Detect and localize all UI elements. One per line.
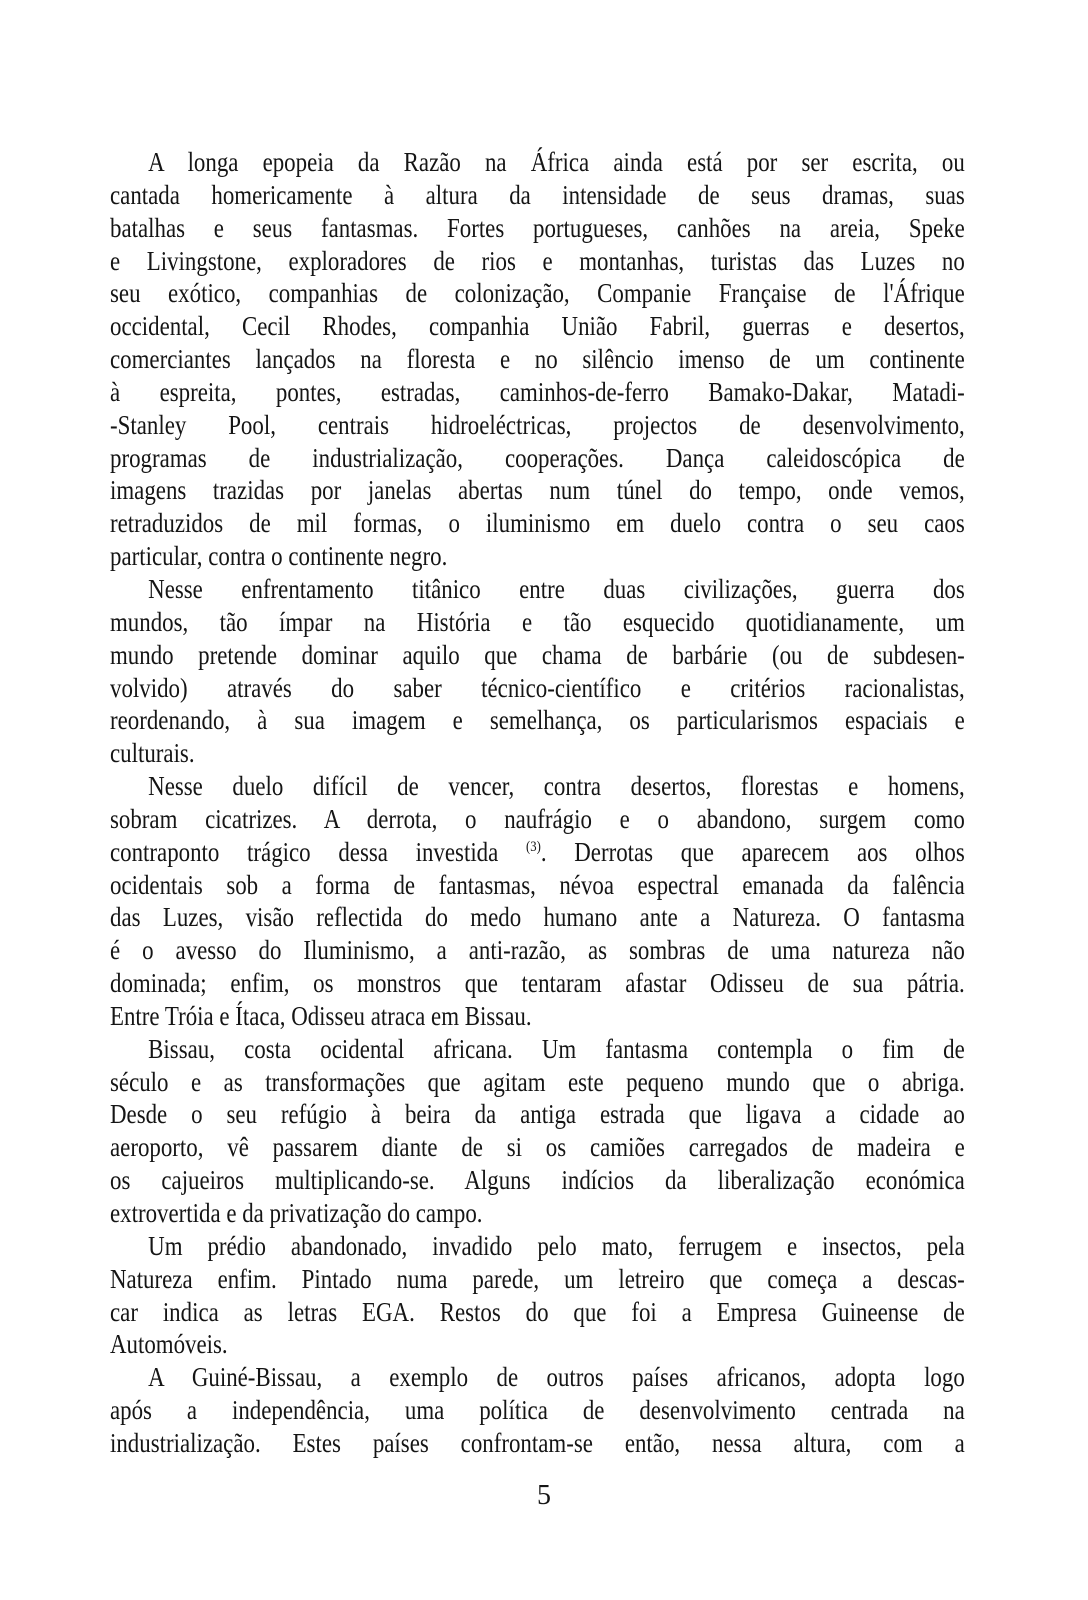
page-number: 5: [537, 1480, 551, 1511]
text-line: aeroporto, vê passarem diante de si os camiões carregados de madeira e: [110, 1132, 965, 1163]
text-line: reordenando, à sua imagem e semelhança, os particularismos espaciais e: [110, 705, 965, 736]
text-line: Um prédio abandonado, invadido pelo mato, ferrugem e insectos, pela: [148, 1230, 965, 1261]
text-line: Bissau, costa ocidental africana. Um fantasma contempla o fim de: [148, 1033, 965, 1064]
text-line: imagens trazidas por janelas abertas num túnel do tempo, onde vemos,: [110, 475, 965, 506]
text-line: ocidentais sob a forma de fantasmas, névoa espectral emanada da falência: [110, 869, 965, 900]
paragraph-6: [110, 1361, 965, 1460]
paragraph-3: [110, 770, 965, 1033]
text-line: extrovertida e da privatização do campo.: [110, 1198, 483, 1228]
text-fragment: contraponto trágico dessa investida: [110, 836, 499, 867]
text-line: Nesse duelo difícil de vencer, contra desertos, florestas e homens,: [148, 771, 965, 802]
text-line: os cajueiros multiplicando-se. Alguns indícios da liberalização económica: [110, 1165, 965, 1196]
paragraph-4: [110, 1033, 965, 1230]
text-line: das Luzes, visão reflectida do medo humano ante a Natureza. O fantasma: [110, 902, 965, 933]
text-fragment: . Derrotas que aparecem aos olhos: [540, 836, 965, 867]
text-line: mundo pretende dominar aquilo que chama de barbárie (ou de subdesen-: [110, 639, 965, 670]
body-text: [110, 146, 965, 1460]
text-line: car indica as letras EGA. Restos do que foi a Empresa Guineense de: [110, 1296, 965, 1327]
text-line: programas de industrialização, cooperações. Dança caleidoscópica de: [110, 442, 965, 473]
text-line: particular, contra o continente negro.: [110, 541, 448, 572]
text-line: retraduzidos de mil formas, o iluminismo em duelo contra o seu caos: [110, 508, 965, 539]
text-line: Desde o seu refúgio à beira da antiga estrada que ligava a cidade ao: [110, 1099, 965, 1130]
text-line: Natureza enfim. Pintado numa parede, um letreiro que começa a descas-: [110, 1263, 965, 1294]
text-line-with-footnote: [110, 836, 965, 869]
text-line: século e as transformações que agitam este pequeno mundo que o abriga.: [110, 1066, 965, 1097]
text-line: Entre Tróia e Ítaca, Odisseu atraca em Bissau.: [110, 1000, 532, 1031]
text-line: mundos, tão ímpar na História e tão esquecido quotidianamente, um: [110, 606, 965, 637]
paragraph-1: [110, 146, 965, 573]
text-line: Automóveis.: [110, 1329, 228, 1360]
footnote-reference[interactable]: (3): [525, 838, 541, 855]
text-line: A longa epopeia da Razão na África ainda está por ser escrita, ou: [148, 147, 965, 177]
paragraph-5: [110, 1230, 965, 1361]
text-line: sobram cicatrizes. A derrota, o naufrágio e o abandono, surgem como: [110, 803, 965, 834]
text-line: é o avesso do Iluminismo, a anti-razão, as sombras de uma natureza não: [110, 935, 965, 966]
text-line: dominada; enfim, os monstros que tentaram afastar Odisseu de sua pátria.: [110, 968, 965, 999]
text-line: industrialização. Estes países confrontam-se então, nessa altura, com a: [110, 1427, 965, 1458]
text-line: volvido) através do saber técnico-científico e critérios racionalistas,: [110, 672, 965, 703]
text-line: seu exótico, companhias de colonização, Companie Française de l'Áfrique: [110, 278, 965, 309]
text-line: cantada homericamente à altura da intensidade de seus dramas, suas: [110, 179, 965, 210]
text-line: batalhas e seus fantasmas. Fortes portugueses, canhões na areia, Speke: [110, 212, 965, 243]
text-line: culturais.: [110, 738, 195, 769]
text-line: occidental, Cecil Rhodes, companhia União Fabril, guerras e desertos,: [110, 311, 965, 342]
text-line: e Livingstone, exploradores de rios e montanhas, turistas das Luzes no: [110, 245, 965, 276]
paragraph-2: [110, 573, 965, 770]
text-line: Nesse enfrentamento titânico entre duas civilizações, guerra dos: [148, 573, 965, 604]
text-line: comerciantes lançados na floresta e no silêncio imenso de um continente: [110, 344, 965, 375]
text-line: A Guiné-Bissau, a exemplo de outros países africanos, adopta logo: [148, 1362, 965, 1393]
text-line: à espreita, pontes, estradas, caminhos-de-ferro Bamako-Dakar, Matadi-: [110, 376, 965, 407]
text-line: após a independência, uma política de desenvolvimento centrada na: [110, 1395, 965, 1426]
text-line: -Stanley Pool, centrais hidroeléctricas, projectos de desenvolvimento,: [110, 409, 965, 440]
